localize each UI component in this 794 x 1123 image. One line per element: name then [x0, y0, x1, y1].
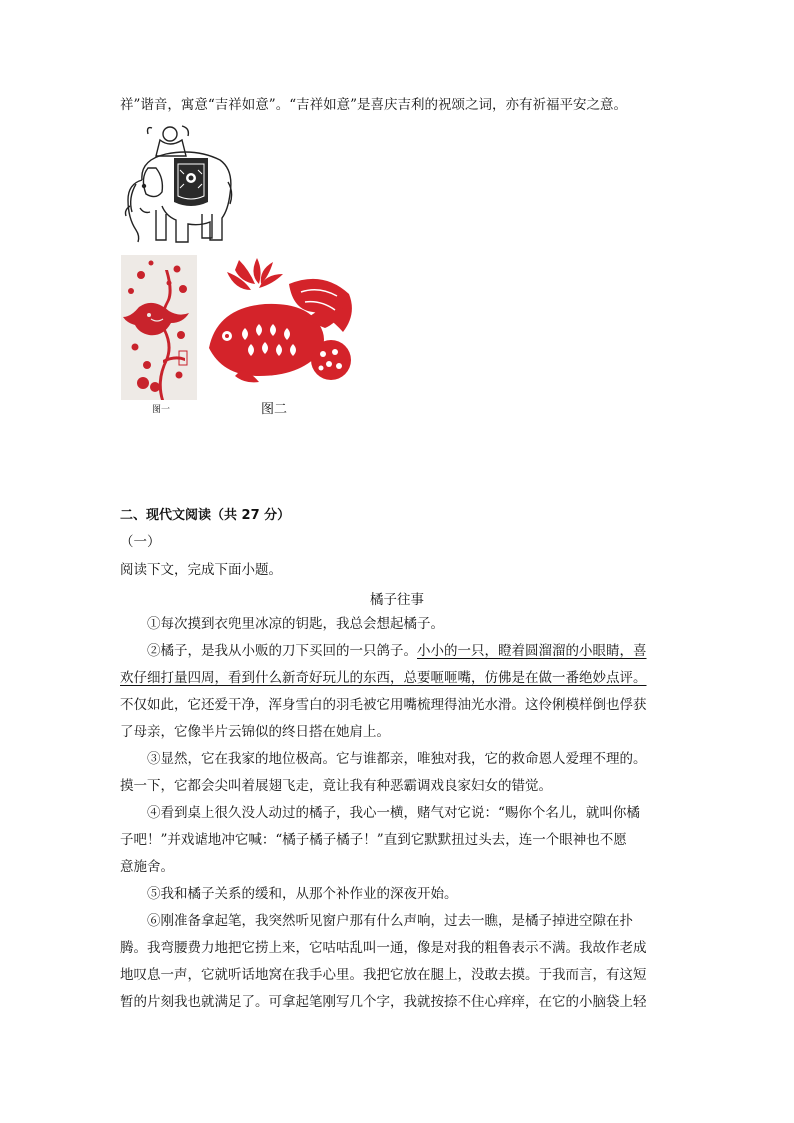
section-heading: 二、现代文阅读（共 27 分） [120, 508, 291, 523]
paragraph-4-line-1: ④看到桌上很久没人动过的橘子，我心一横，赌气对它说：“赐你个名儿，就叫你橘 [147, 805, 640, 821]
paragraph-2-text: ②橘子，是我从小贩的刀下买回的一只鸽子。 [147, 643, 417, 659]
paragraph-3-line-1: ③显然，它在我家的地位极高。它与谁都亲，唯独对我，它的救命恩人爱理不理的。 [147, 751, 647, 767]
papercut-bird-plum-image [121, 255, 197, 400]
paragraph-2-line-1 [147, 642, 647, 660]
paragraph-2-line-4: 了母亲，它像半片云锦似的终日搭在她肩上。 [120, 724, 390, 740]
paragraph-1: ①每次摸到衣兜里冰凉的钥匙，我总会想起橘子。 [147, 616, 444, 632]
papercut-fish-lotus-image [205, 256, 355, 390]
paragraph-6-line-1: ⑥刚准备拿起笔，我突然听见窗户那有什么声响，过去一瞧，是橘子掉进空隙在扑 [147, 913, 633, 929]
paragraph-3-line-2: 摸一下，它都会尖叫着展翅飞走，竟让我有种恶霸调戏良家妇女的错觉。 [120, 778, 552, 794]
subsection-label: （一） [120, 534, 161, 550]
elephant-illustration [122, 122, 234, 248]
paragraph-6-line-3: 地叹息一声，它就听话地窝在我手心里。我把它放在腿上，没敢去摸。于我而言，有这短 [120, 967, 647, 983]
paragraph-4-line-2: 子吧！”并戏谑地冲它喊：“橘子橘子橘子！”直到它默默扭过头去，连一个眼神也不愿 [120, 832, 627, 848]
paragraph-6-line-2: 腾。我弯腰费力地把它捞上来，它咕咕乱叫一通，像是对我的粗鲁表示不满。我故作老成 [120, 940, 647, 956]
paragraph-2-line-3: 不仅如此，它还爱干净，浑身雪白的羽毛被它用嘴梳理得油光水滑。这伶俐模样倒也俘获 [120, 697, 647, 713]
paragraph-4-line-3: 意施舍。 [120, 859, 174, 875]
figure-1-caption: 图一 [152, 405, 171, 415]
figure-2-caption: 图二 [261, 402, 288, 417]
intro-text-line: 祥”谐音，寓意“吉祥如意”。“吉祥如意”是喜庆吉利的祝颂之词，亦有祈福平安之意。 [120, 97, 628, 113]
paragraph-2-underlined-text: 小小的一只，瞪着圆溜溜的小眼睛，喜 [417, 643, 647, 659]
instruction-text: 阅读下文，完成下面小题。 [120, 562, 282, 578]
paragraph-2-line-2: 欢仔细打量四周，看到什么新奇好玩儿的东西，总要咂咂嘴，仿佛是在做一番绝妙点评。 [120, 670, 647, 686]
article-title: 橘子往事 [370, 592, 424, 608]
paragraph-6-line-4: 暂的片刻我也就满足了。可拿起笔刚写几个字，我就按捺不住心痒痒，在它的小脑袋上轻 [120, 994, 647, 1010]
paragraph-5: ⑤我和橘子关系的缓和，从那个补作业的深夜开始。 [147, 886, 458, 902]
